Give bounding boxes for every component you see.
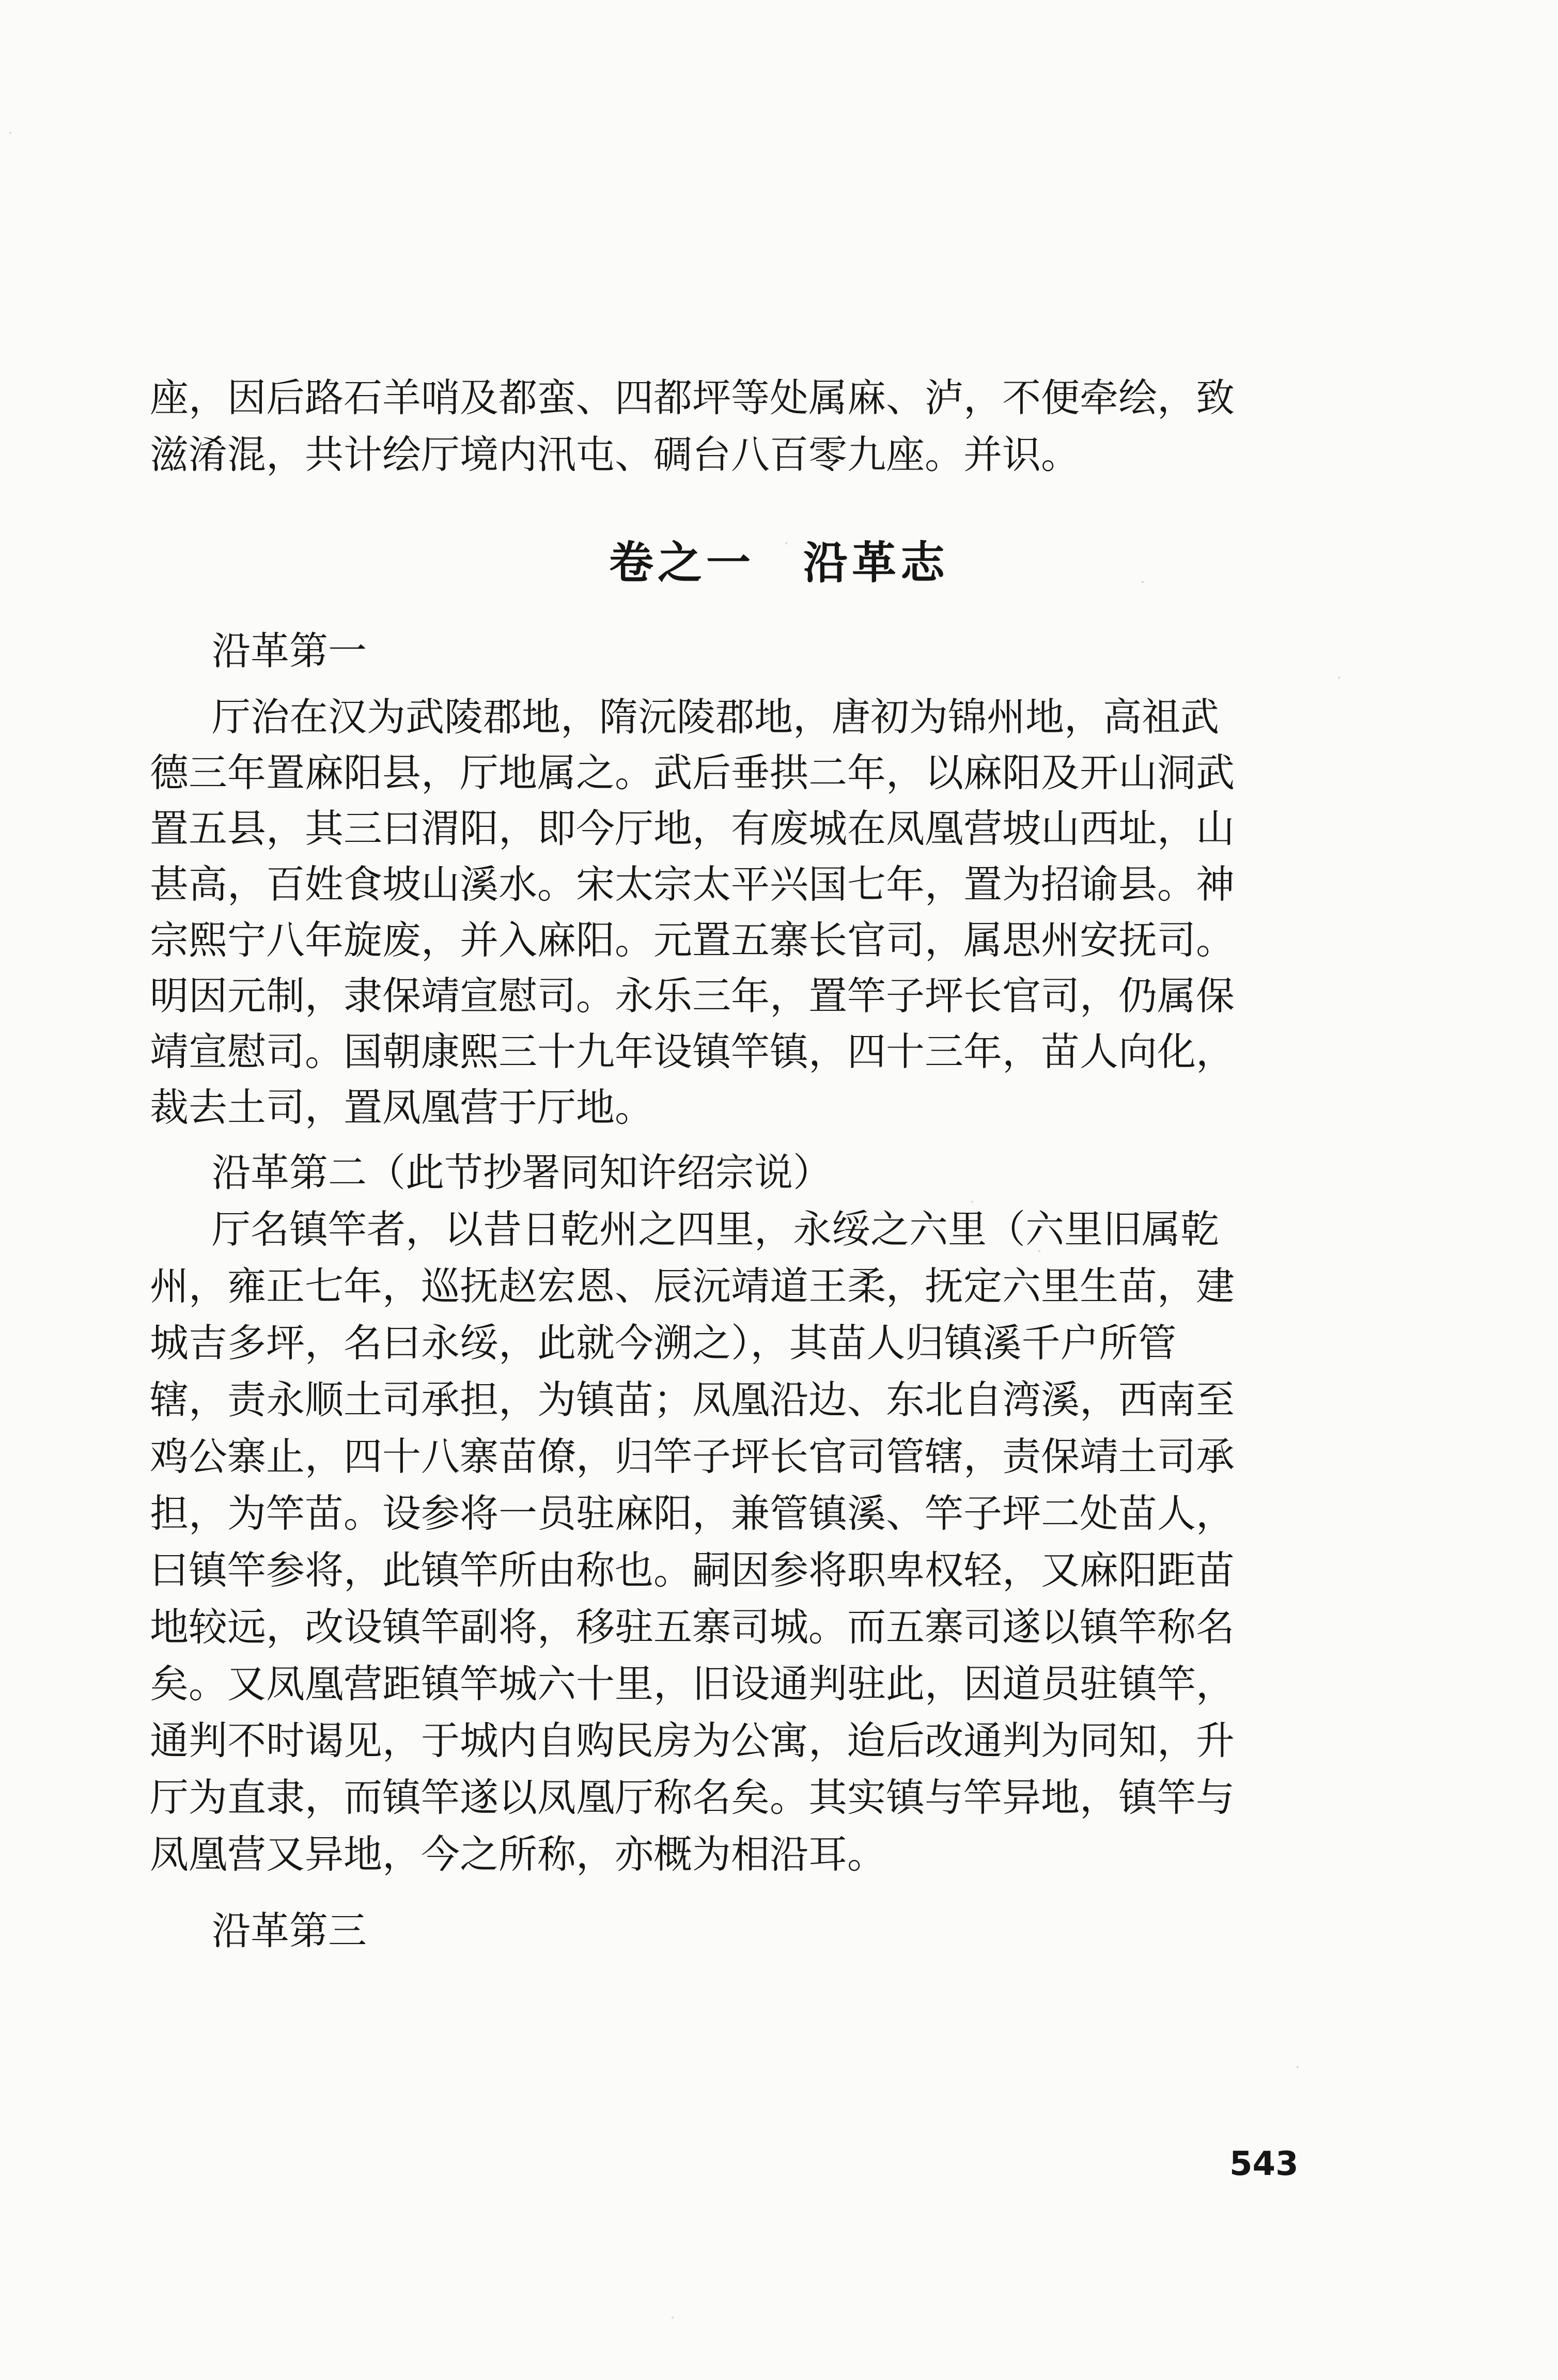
intro-line-2: 滋淆混，共计绘厅境内汛屯、碉台八百零九座。并识。 — [150, 432, 1080, 477]
part2-line-12: 凤凰营又异地，今之所称，亦概为相沿耳。 — [150, 1831, 886, 1877]
part1-line-7: 靖宣慰司。国朝康熙三十九年设镇竿镇，四十三年，苗人向化， — [150, 1029, 1235, 1074]
part3-heading: 沿革第三 — [212, 1908, 367, 1953]
part2-line-4: 辖，责永顺土司承担，为镇苗；凤凰沿边、东北自湾溪，西南至 — [150, 1377, 1235, 1422]
part1-line-5: 宗熙宁八年旋废，并入麻阳。元置五寨长官司，属思州安抚司。 — [150, 917, 1235, 963]
part2-line-7: 曰镇竿参将，此镇竿所由称也。嗣因参将职卑权轻，又麻阳距苗 — [150, 1547, 1235, 1593]
part2-line-9: 矣。又凤凰营距镇竿城六十里，旧设通判驻此，因道员驻镇竿， — [150, 1661, 1235, 1706]
part2-line-3: 城吉多坪，名曰永绥，此就今溯之），其苗人归镇溪千户所管 — [150, 1320, 1177, 1366]
part1-heading: 沿革第一 — [212, 628, 367, 674]
part1-line-8: 裁去土司，置凤凰营于厅地。 — [150, 1085, 654, 1130]
part1-line-1: 厅治在汉为武陵郡地，隋沅陵郡地，唐初为锦州地，高祖武 — [212, 694, 1220, 740]
part2-heading: 沿革第二（此节抄署同知许绍宗说） — [212, 1150, 832, 1195]
part1-line-3: 置五县，其三曰渭阳，即今厅地，有废城在凤凰营坡山西址，山 — [150, 806, 1235, 851]
intro-line-1: 座，因后路石羊哨及都蛮、四都坪等处属麻、泸，不便牵绘，致 — [150, 375, 1235, 420]
part2-line-1: 厅名镇竿者，以昔日乾州之四里，永绥之六里（六里旧属乾 — [212, 1207, 1220, 1252]
part2-line-5: 鸡公寨止，四十八寨苗僚，归竿子坪长官司管辖，责保靖土司承 — [150, 1434, 1235, 1479]
part2-line-8: 地较远，改设镇竿副将，移驻五寨司城。而五寨司遂以镇竿称名 — [150, 1604, 1235, 1650]
part2-line-10: 通判不时谒见，于城内自购民房为公寓，迨后改通判为同知，升 — [150, 1718, 1235, 1763]
part1-line-4: 甚高，百姓食坡山溪水。宋太宗太平兴国七年，置为招谕县。神 — [150, 862, 1235, 907]
part2-line-6: 担，为竿苗。设参将一员驻麻阳，兼管镇溪、竿子坪二处苗人， — [150, 1491, 1235, 1536]
page-number: 543 — [1229, 2145, 1299, 2183]
part2-line-11: 厅为直隶，而镇竿遂以凤凰厅称名矣。其实镇与竿异地，镇竿与 — [150, 1775, 1235, 1820]
part1-line-6: 明因元制，隶保靖宣慰司。永乐三年，置竿子坪长官司，仍属保 — [150, 973, 1235, 1019]
part1-line-2: 德三年置麻阳县，厅地属之。武后垂拱二年，以麻阳及开山洞武 — [150, 750, 1235, 795]
part2-line-2: 州，雍正七年，巡抚赵宏恩、辰沅靖道王柔，抚定六里生苗，建 — [150, 1263, 1235, 1309]
section-title: 卷之一 沿革志 — [609, 537, 949, 589]
